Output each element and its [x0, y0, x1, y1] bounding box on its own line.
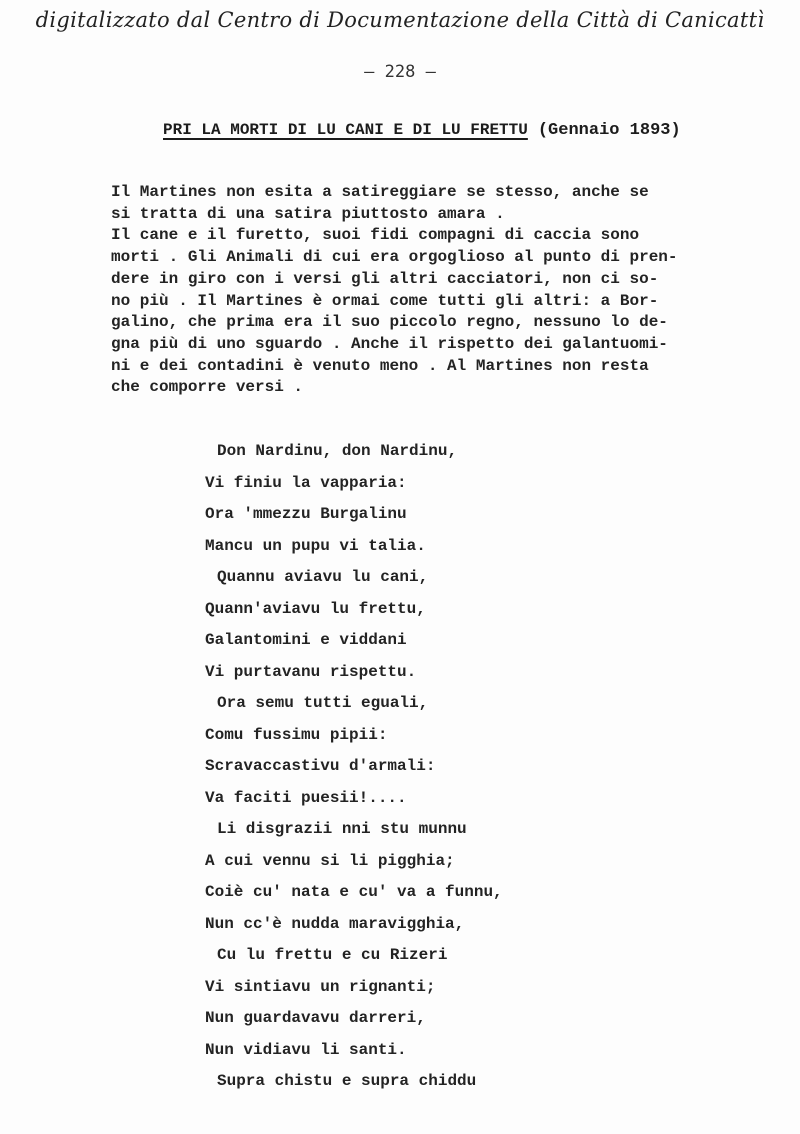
page-number: – 228 –: [364, 62, 436, 82]
verse-line: Galantomini e viddani: [205, 631, 407, 649]
intro-line: si tratta di una satira piuttosto amara .: [111, 204, 505, 223]
verse-line: A cui vennu si li pigghia;: [205, 851, 455, 870]
poem-title: PRI LA MORTI DI LU CANI E DI LU FRETTU: [163, 121, 528, 139]
verse-line: Scravaccastivu d'armali:: [205, 757, 436, 775]
intro-paragraph: [111, 182, 751, 399]
poem-title-row: [163, 121, 681, 140]
verse-line: Li disgrazii nni stu munnu: [217, 820, 467, 838]
verse-line: Vi sintiavu un rignanti;: [205, 977, 436, 996]
verse-line: Supra chistu e supra chiddu: [217, 1072, 477, 1090]
intro-line: galino, che prima era il suo piccolo regno, nessuno lo de-: [111, 313, 668, 332]
intro-line: Il Martines non esita a satireggiare se stesso, anche se: [111, 183, 649, 201]
intro-line: dere in giro con i versi gli altri cacciatori, non ci so-: [111, 269, 659, 288]
poem-verses: [205, 439, 503, 1101]
verse-line: Don Nardinu, don Nardinu,: [217, 442, 458, 460]
verse-line: Ora 'mmezzu Burgalinu: [205, 505, 407, 523]
verse-line: Quannu aviavu lu cani,: [217, 568, 429, 586]
intro-line: no più . Il Martines è ormai come tutti gli altri: a Bor-: [111, 291, 659, 310]
verse-line: Nun cc'è nudda maravigghia,: [205, 914, 465, 933]
digitization-watermark: digitalizzato dal Centro di Documentazione della Città di Canicattì: [35, 8, 765, 32]
intro-line: gna più di uno sguardo . Anche il rispetto dei galantuomi-: [111, 334, 668, 353]
verse-line: Va faciti puesii!....: [205, 788, 407, 807]
intro-line: ni e dei contadini è venuto meno . Al Martines non resta: [111, 356, 649, 375]
verse-line: Cu lu frettu e cu Rizeri: [217, 946, 448, 964]
verse-line: Comu fussimu pipii:: [205, 725, 388, 744]
verse-line: Ora semu tutti eguali,: [217, 694, 429, 712]
verse-line: Coiè cu' nata e cu' va a funnu,: [205, 883, 503, 901]
verse-line: Vi finiu la vapparia:: [205, 473, 407, 492]
intro-line: che comporre versi .: [111, 378, 304, 397]
verse-line: Quann'aviavu lu frettu,: [205, 599, 426, 618]
intro-line: morti . Gli Animali di cui era orgoglioso al punto di pren-: [111, 248, 678, 267]
poem-date: (Gennaio 1893): [537, 121, 681, 140]
intro-line: Il cane e il furetto, suoi fidi compagni di caccia sono: [111, 226, 640, 245]
verse-line: Nun vidiavu li santi.: [205, 1040, 407, 1059]
verse-line: Mancu un pupu vi talia.: [205, 536, 426, 555]
verse-line: Nun guardavavu darreri,: [205, 1009, 426, 1027]
verse-line: Vi purtavanu rispettu.: [205, 662, 417, 681]
